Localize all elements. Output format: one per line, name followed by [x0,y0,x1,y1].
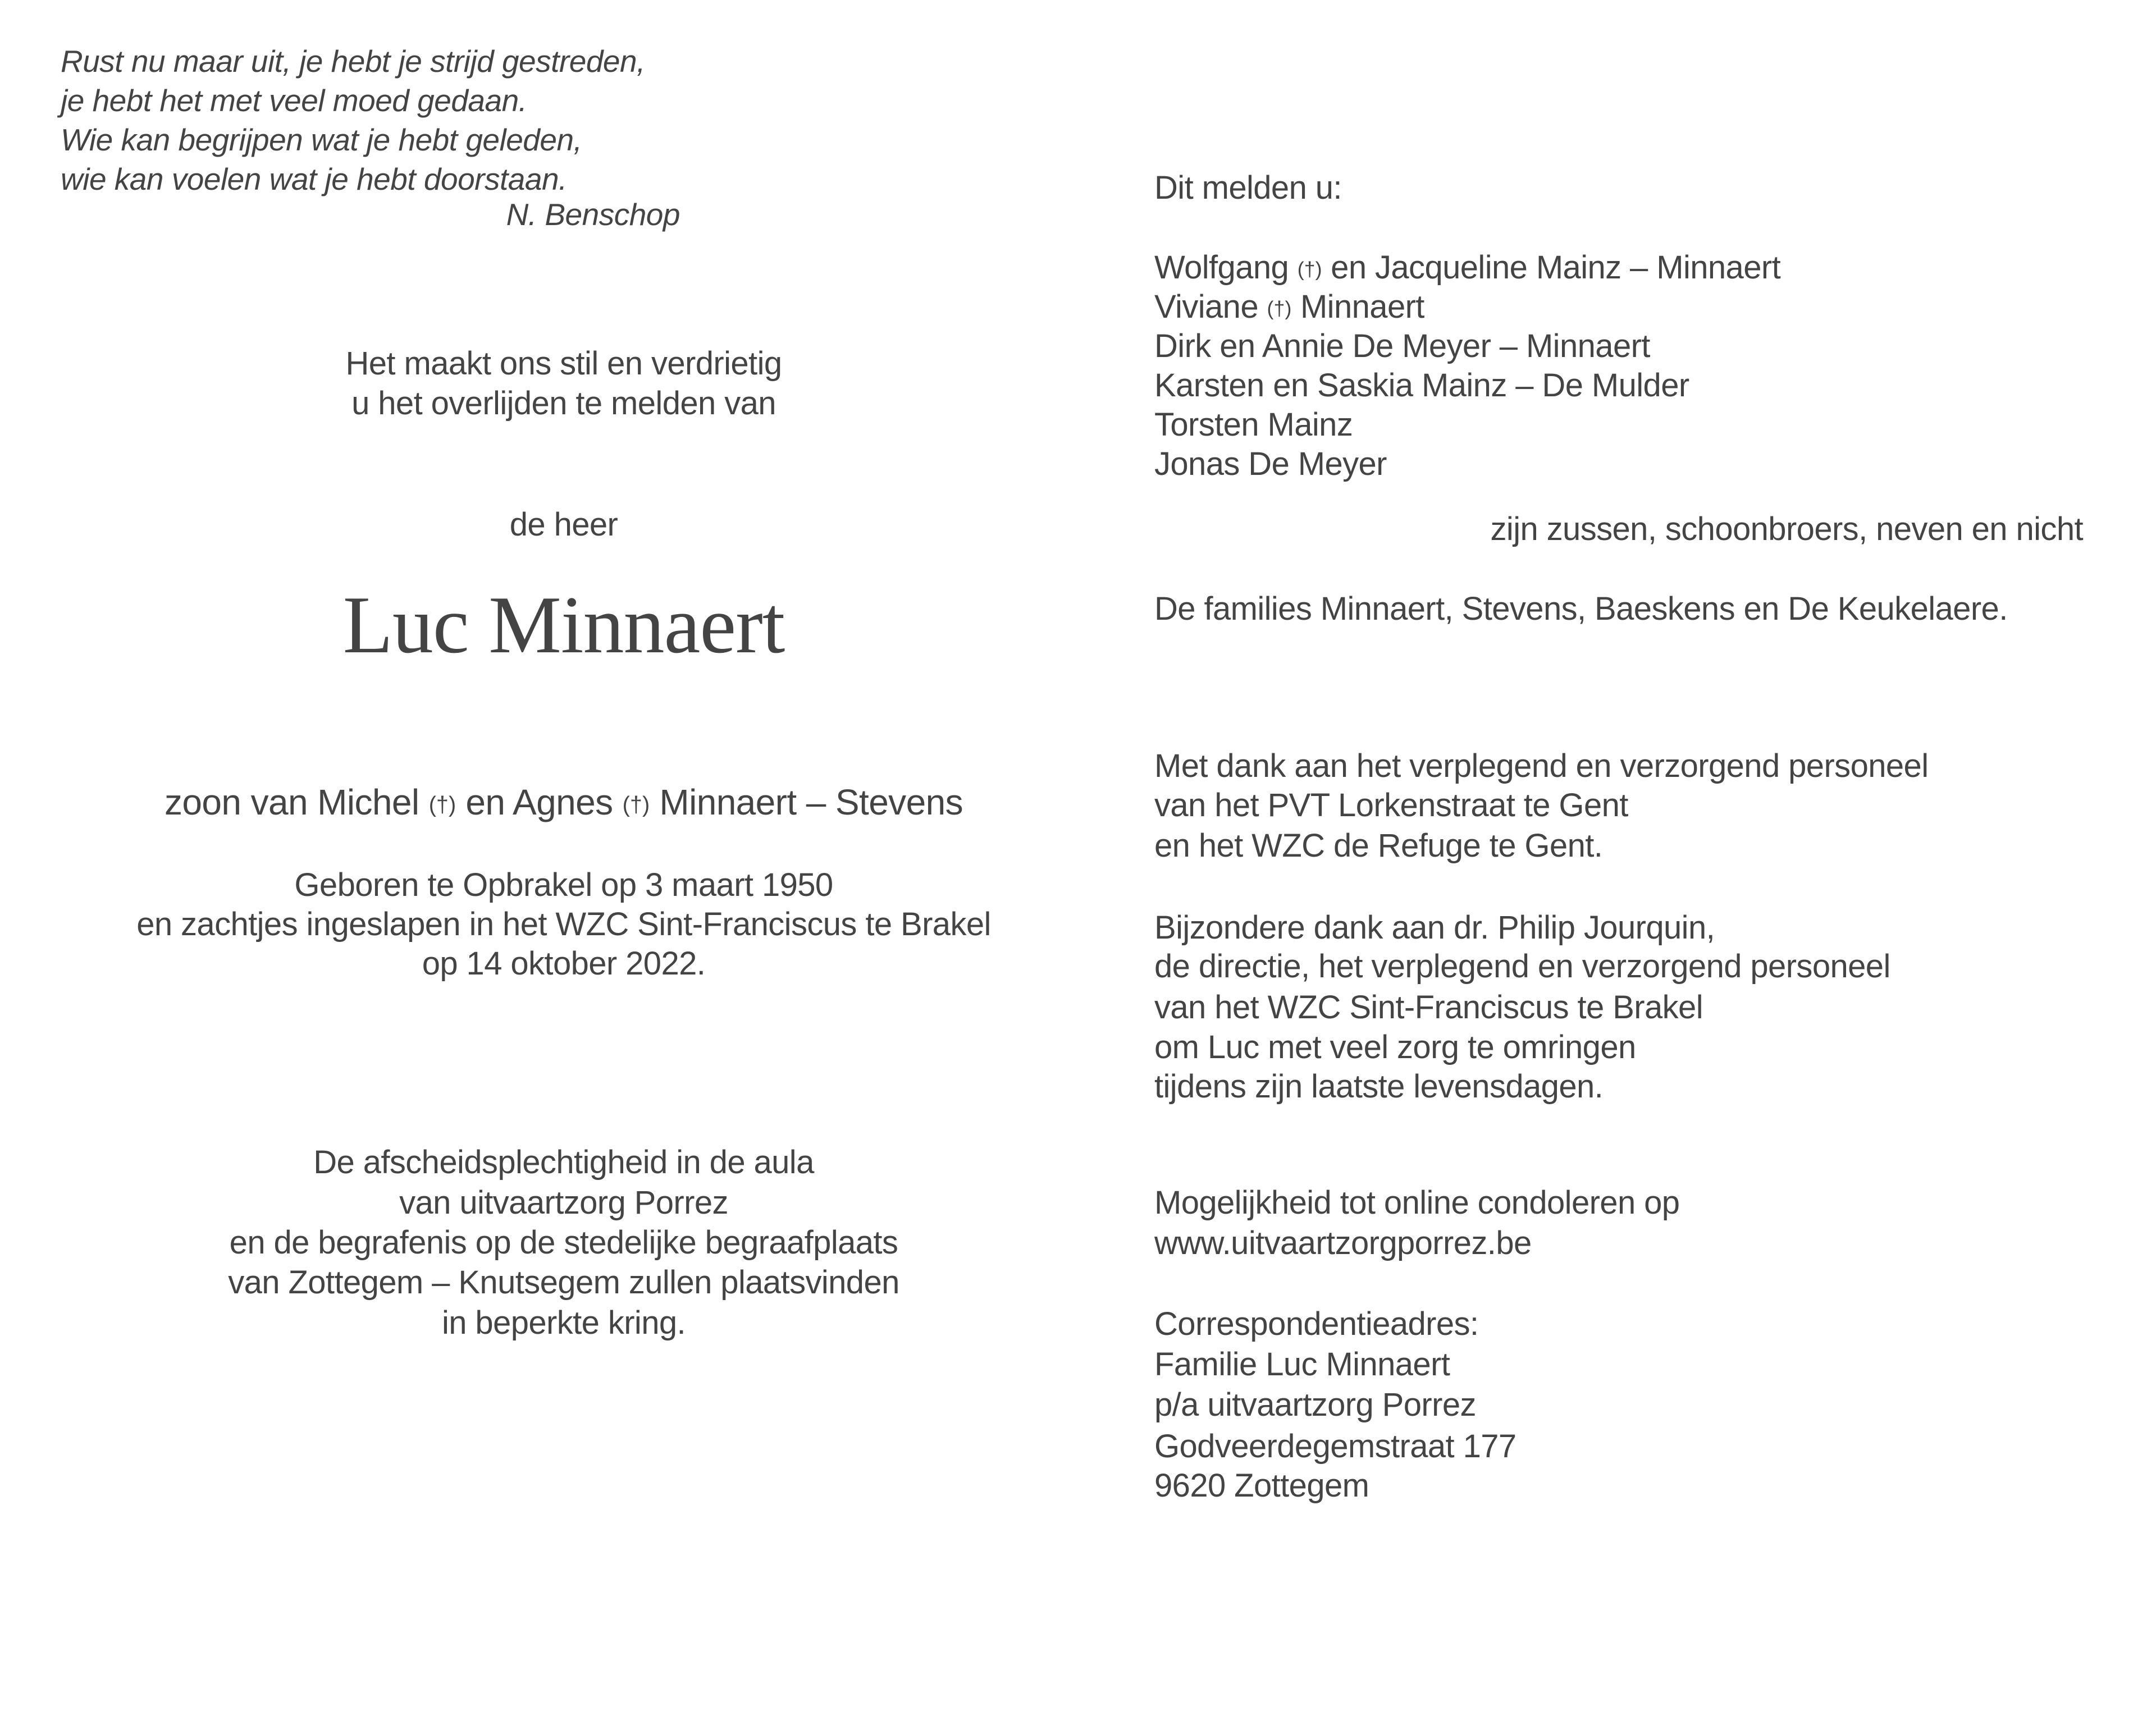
parents-prefix: zoon van Michel [165,782,419,822]
honorific: de heer [509,506,618,543]
thanks-line: om Luc met veel zorg te omringen [1154,1029,1636,1065]
thanks-line: en het WZC de Refuge te Gent. [1154,827,1603,864]
family-heading: Dit melden u: [1154,170,1342,206]
thanks-line: Met dank aan het verplegend en verzorgend personeel [1154,748,1929,784]
family-member: Dirk en Annie De Meyer – Minnaert [1154,328,1650,364]
condolences-website[interactable]: www.uitvaartzorgporrez.be [1154,1225,1532,1261]
dagger-icon: (†) [1267,296,1292,320]
parents-suffix: Minnaert – Stevens [659,782,963,822]
birth-line: Geboren te Opbrakel op 3 maart 1950 [294,867,833,903]
dagger-icon: (†) [1297,257,1322,281]
thanks-line: van het WZC Sint-Franciscus te Brakel [1154,989,1703,1026]
member-name-cont: en Jacqueline Mainz – Minnaert [1331,249,1781,286]
thanks-line: de directie, het verplegend en verzorgend personeel [1154,948,1890,985]
member-name: Viviane [1154,289,1258,325]
parents-middle: en Agnes [465,782,613,822]
ceremony-line: en de begrafenis op de stedelijke begraafplaats [229,1224,898,1261]
family-member: Jonas De Meyer [1154,446,1387,482]
intro-line: u het overlijden te melden van [351,385,776,422]
poem-line: wie kan voelen wat je hebt doorstaan. [61,162,567,196]
ceremony-line: van Zottegem – Knutsegem zullen plaatsvinden [228,1264,899,1301]
death-place-line: en zachtjes ingeslapen in het WZC Sint-Franciscus te Brakel [136,906,991,943]
ceremony-line: in beperkte kring. [441,1305,686,1341]
poem-line: Rust nu maar uit, je hebt je strijd gestreden, [61,44,645,79]
member-name: Wolfgang [1154,249,1289,286]
address-line: Godveerdegemstraat 177 [1154,1428,1516,1465]
thanks-line: van het PVT Lorkenstraat te Gent [1154,787,1628,823]
condolences-label: Mogelijkheid tot online condoleren op [1154,1184,1680,1221]
thanks-line: tijdens zijn laatste levensdagen. [1154,1068,1604,1105]
member-name-cont: Minnaert [1300,289,1424,325]
family-member: Torsten Mainz [1154,406,1353,443]
parents-line [165,784,963,820]
family-member [1154,291,1424,323]
ceremony-line: De afscheidsplechtigheid in de aula [313,1144,814,1181]
death-date-line: op 14 oktober 2022. [422,945,706,982]
family-relation: zijn zussen, schoonbroers, neven en nicht [1490,511,2083,547]
intro-line: Het maakt ons stil en verdrietig [345,345,782,382]
address-label: Correspondentieadres: [1154,1306,1479,1342]
poem-line: Wie kan begrijpen wat je hebt geleden, [61,122,582,157]
address-line: p/a uitvaartzorg Porrez [1154,1387,1476,1423]
thanks-line: Bijzondere dank aan dr. Philip Jourquin, [1154,909,1715,946]
address-line: Familie Luc Minnaert [1154,1346,1450,1383]
extended-families: De families Minnaert, Stevens, Baeskens en De Keukelaere. [1154,591,2008,627]
family-member [1154,251,1780,284]
deceased-name: Luc Minnaert [342,579,785,670]
address-line: 9620 Zottegem [1154,1467,1369,1504]
poem-line: je hebt het met veel moed gedaan. [61,83,527,118]
ceremony-line: van uitvaartzorg Porrez [399,1184,728,1221]
dagger-icon: (†) [622,792,650,817]
dagger-icon: (†) [428,792,456,817]
family-member: Karsten en Saskia Mainz – De Mulder [1154,367,1689,404]
poem-author: N. Benschop [506,197,680,232]
